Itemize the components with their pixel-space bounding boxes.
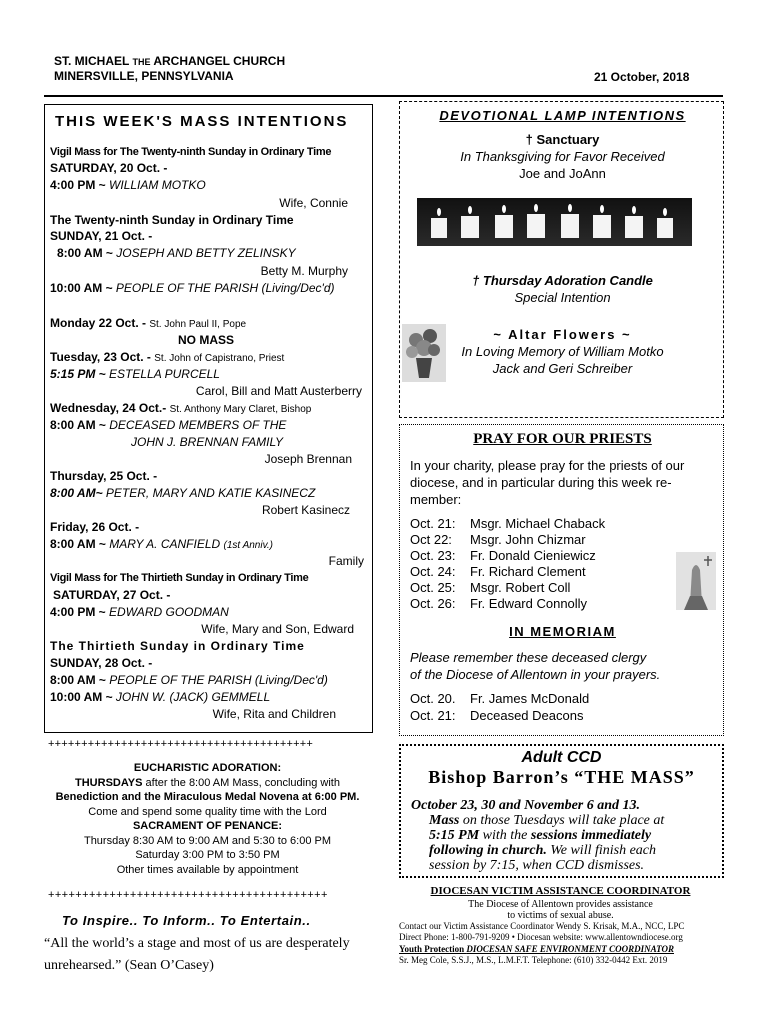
ccd-text: 5:15 PM with the sessions immediately [429, 828, 652, 843]
mass-requester: Wife, Mary and Son, Edward [201, 622, 354, 636]
mass-intention: JOHN J. BRENNAN FAMILY [131, 435, 284, 449]
lamp-title: DEVOTIONAL LAMP INTENTIONS [439, 108, 686, 123]
mass-time: 8:00 AM ~ [50, 673, 110, 687]
ccd-dates: October 23, 30 and November 6 and 13. [411, 798, 641, 813]
mass-line [50, 605, 229, 619]
adoration-title: EUCHARISTIC ADORATION: [133, 762, 282, 774]
priest-row [410, 564, 586, 580]
plus-separator: +++++++++++++++++++++++++++++++++++++++++ [48, 889, 328, 901]
mass-line: SATURDAY, 20 Oct. - [50, 161, 168, 175]
lamp-text: Joe and JoAnn [519, 166, 606, 181]
mass-time: 10:00 AM ~ [50, 281, 116, 295]
mass-time: 4:00 PM ~ [50, 178, 110, 192]
youth-protection-label: Youth Protection [399, 944, 467, 954]
mass-line [50, 537, 273, 553]
mass-requester: Wife, Connie [279, 196, 348, 210]
mass-line [57, 246, 296, 260]
priest-row [410, 516, 605, 532]
lamp-text: In Thanksgiving for Favor Received [460, 149, 665, 164]
memoriam-text: Please remember these deceased clergy [410, 650, 647, 665]
mass-line: SUNDAY, 21 Oct. - [50, 229, 153, 243]
victim-text: The Diocese of Allentown provides assistance [468, 899, 653, 910]
mass-time: 8:00 AM ~ [50, 418, 110, 432]
mass-intention: MARY A. CANFIELD [109, 537, 224, 551]
mass-line [50, 281, 335, 295]
ccd-box [399, 744, 724, 878]
church-name-the: THE [132, 57, 151, 67]
mass-line [50, 486, 315, 500]
priest-date: Oct. 26: [410, 596, 456, 611]
ccd-title: Adult CCD [521, 749, 602, 766]
mass-line: SATURDAY, 27 Oct. - [53, 588, 171, 602]
victim-text: Direct Phone: 1-800-791-9209 • Diocesan website: www.allentowndiocese.org [399, 932, 683, 942]
church-name-part: ARCHANGEL CHURCH [150, 54, 286, 68]
ccd-text: Mass on those Tuesdays will take place at [429, 813, 665, 828]
bulletin-date: 21 October, 2018 [594, 70, 690, 84]
mass-requester: Joseph Brennan [264, 452, 352, 466]
mass-line [50, 401, 311, 417]
mass-time: 5:15 PM ~ [50, 367, 110, 381]
memoriam-text: of the Diocese of Allentown in your prayers. [410, 667, 661, 682]
mass-line [50, 418, 286, 432]
priest-row [410, 596, 587, 612]
header-rule [44, 95, 723, 97]
priest-date: Oct. 25: [410, 580, 456, 595]
priest-date: Oct. 21: [410, 516, 456, 531]
adoration-line [44, 776, 371, 790]
mass-requester: Betty M. Murphy [260, 264, 348, 278]
youth-protection [399, 944, 674, 954]
mass-note: (1st Anniv.) [223, 540, 273, 551]
ccd-text: session by 7:15, when CCD dismisses. [429, 858, 645, 873]
lamp-text: Special Intention [514, 290, 611, 305]
penance-line: Saturday 3:00 PM to 3:50 PM [135, 849, 280, 861]
priest-name: Fr. Edward Connolly [470, 596, 588, 611]
mass-intention: PETER, MARY AND KATIE KASINECZ [105, 486, 316, 500]
candles-icon [417, 198, 692, 246]
mass-requester: Robert Kasinecz [261, 503, 350, 517]
mass-line: Friday, 26 Oct. - [50, 520, 140, 534]
mass-line: The Thirtieth Sunday in Ordinary Time [50, 639, 305, 653]
praying-hands-icon [676, 552, 716, 610]
lamp-text: In Loving Memory of William Motko [461, 344, 664, 359]
no-mass-label: NO MASS [178, 333, 235, 347]
mass-day: Monday 22 Oct. - [50, 316, 150, 330]
ccd-subtitle: Bishop Barron’s “THE MASS” [428, 767, 695, 787]
mass-intention: DECEASED MEMBERS OF THE [109, 418, 287, 432]
adoration-line: Come and spend some quality time with the Lord [88, 806, 327, 818]
adoration-day: THURSDAYS [75, 777, 143, 789]
mass-time: 8:00 AM~ [50, 486, 106, 500]
priests-intro: member: [410, 492, 462, 507]
penance-line: Other times available by appointment [116, 864, 299, 876]
church-name-part: ST. MICHAEL [54, 54, 133, 68]
priest-row [410, 548, 596, 564]
mass-time: 8:00 AM ~ [50, 537, 110, 551]
adoration-line: Benediction and the Miraculous Medal Novena at 6:00 PM. [55, 791, 360, 803]
saint-name: St. John Paul II, Pope [149, 319, 247, 330]
memoriam-name: Deceased Deacons [470, 708, 584, 723]
memoriam-date: Oct. 21: [410, 708, 456, 723]
victim-title: DIOCESAN VICTIM ASSISTANCE COORDINATOR [430, 885, 691, 897]
mass-day: Tuesday, 23 Oct. - [50, 350, 155, 364]
adoration-candle-heading: † Thursday Adoration Candle [472, 273, 653, 288]
victim-text: to victims of sexual abuse. [507, 910, 614, 921]
priests-intro: diocese, and in particular during this week re- [410, 475, 672, 490]
saint-name: St. John of Capistrano, Priest [154, 353, 285, 364]
priests-intro: In your charity, please pray for the priests of our [410, 458, 685, 473]
mass-line [50, 316, 246, 332]
mass-intentions-box [44, 104, 373, 733]
mass-time: 4:00 PM ~ [50, 605, 110, 619]
mass-intention: ESTELLA PURCELL [109, 367, 220, 381]
adoration-section [44, 755, 371, 885]
priest-date: Oct 22: [410, 532, 452, 547]
penance-line: Thursday 8:30 AM to 9:00 AM and 5:30 to 6:00 PM [83, 835, 332, 847]
priest-name: Fr. Donald Cieniewicz [470, 548, 596, 563]
mass-line [50, 178, 206, 192]
youth-protection-title: DIOCESAN SAFE ENVIRONMENT COORDINATOR [466, 944, 674, 954]
priests-box [399, 424, 724, 736]
mass-day: Wednesday, 24 Oct.- [50, 401, 170, 415]
mass-line: Vigil Mass for The Thirtieth Sunday in Ordinary Time [50, 572, 309, 584]
memoriam-title: IN MEMORIAM [509, 624, 616, 639]
priest-row [410, 532, 586, 548]
priest-name: Msgr. Robert Coll [470, 580, 571, 595]
lamp-text: Jack and Geri Schreiber [492, 361, 633, 376]
mass-line: Thursday, 25 Oct. - [50, 469, 158, 483]
mass-intention: EDWARD GOODMAN [109, 605, 229, 619]
penance-title: SACRAMENT OF PENANCE: [132, 820, 283, 832]
mass-line [50, 367, 220, 381]
priests-title: PRAY FOR OUR PRIESTS [473, 431, 652, 447]
mass-intentions-title: THIS WEEK'S MASS INTENTIONS [55, 113, 349, 130]
priest-date: Oct. 24: [410, 564, 456, 579]
mass-time: 10:00 AM ~ [50, 690, 116, 704]
church-location: MINERSVILLE, PENNSYLVANIA [54, 69, 234, 83]
priest-name: Msgr. John Chizmar [470, 532, 586, 547]
victim-assistance-section [399, 883, 722, 973]
mass-line: The Twenty-ninth Sunday in Ordinary Time [50, 213, 294, 227]
mass-line [50, 673, 328, 687]
memoriam-row [410, 708, 583, 724]
quote-line: “All the world’s a stage and most of us are desperately [44, 936, 350, 951]
priest-row [410, 580, 570, 596]
mass-line [131, 435, 283, 449]
priest-date: Oct. 23: [410, 548, 456, 563]
mass-time: 8:00 AM ~ [57, 246, 117, 260]
mass-intention: PEOPLE OF THE PARISH (Living/Dec'd) [109, 673, 328, 687]
altar-flowers-heading: ~ Altar Flowers ~ [493, 327, 632, 342]
sanctuary-heading: † Sanctuary [525, 132, 600, 147]
memoriam-date: Oct. 20. [410, 691, 456, 706]
mass-intention: PEOPLE OF THE PARISH (Living/Dec'd) [115, 281, 335, 295]
memoriam-name: Fr. James McDonald [470, 691, 590, 706]
mass-intention: JOHN W. (JACK) GEMMELL [115, 690, 271, 704]
memoriam-row [410, 691, 589, 707]
candles-image [417, 198, 692, 246]
saint-name: St. Anthony Mary Claret, Bishop [169, 404, 312, 415]
quote-line: unrehearsed.” (Sean O’Casey) [44, 958, 214, 973]
mass-intention: WILLIAM MOTKO [109, 178, 206, 192]
mass-line: SUNDAY, 28 Oct. - [50, 656, 153, 670]
mass-requester: Carol, Bill and Matt Austerberry [195, 384, 362, 398]
praying-hands-image [676, 552, 716, 610]
priest-name: Msgr. Michael Chaback [470, 516, 606, 531]
priest-name: Fr. Richard Clement [470, 564, 586, 579]
mass-line [50, 350, 284, 366]
mass-line [50, 690, 270, 704]
tagline: To Inspire.. To Inform.. To Entertain.. [62, 913, 311, 928]
church-name [54, 54, 285, 70]
lamp-intentions-box [399, 101, 724, 418]
ccd-text: following in church. We will finish each [429, 843, 657, 858]
mass-intention: JOSEPH AND BETTY ZELINSKY [116, 246, 296, 260]
mass-line: Vigil Mass for The Twenty-ninth Sunday in Ordinary Time [50, 146, 332, 158]
plus-separator: ++++++++++++++++++++++++++++++++++++++++ [48, 738, 313, 750]
victim-text: Sr. Meg Cole, S.S.J., M.S., L.M.F.T. Telephone: (610) 332-0442 Ext. 2019 [399, 955, 668, 965]
mass-requester: Family [328, 554, 364, 568]
victim-text: Contact our Victim Assistance Coordinator Wendy S. Krisak, M.A., NCC, LPC [399, 921, 685, 931]
mass-requester: Wife, Rita and Children [212, 707, 336, 721]
adoration-text: after the 8:00 AM Mass, concluding with [142, 777, 340, 789]
